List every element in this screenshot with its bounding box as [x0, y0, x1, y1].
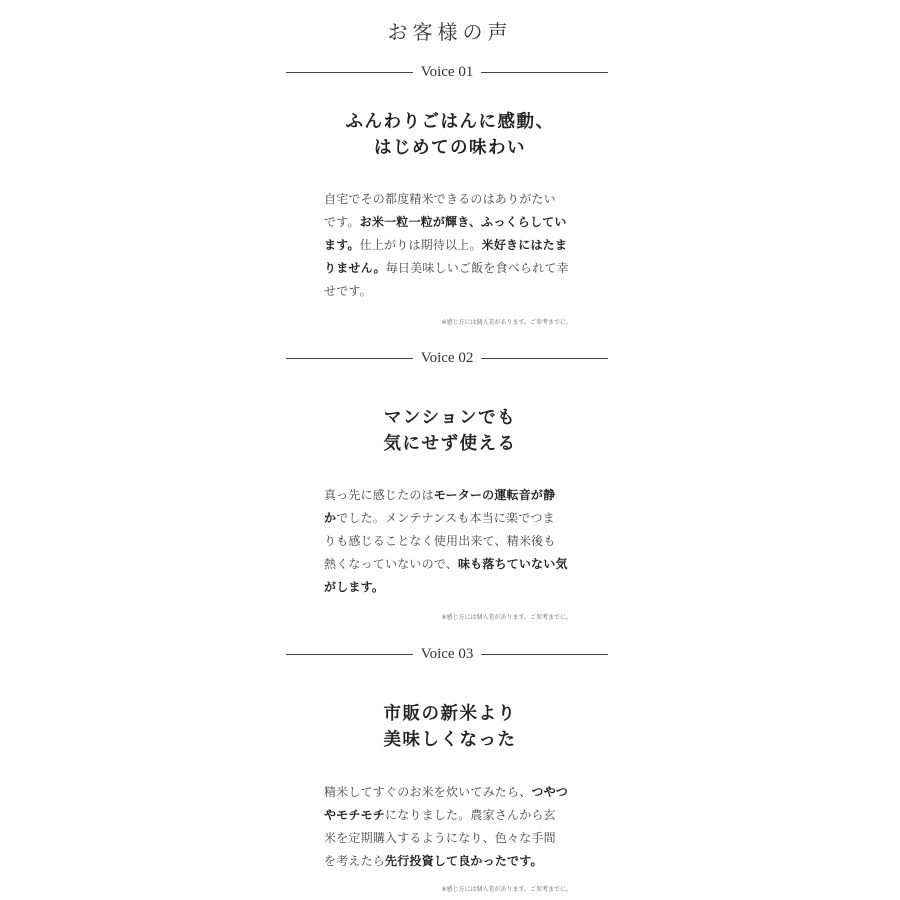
body-text-bold: やモチモチ — [324, 808, 386, 822]
divider-line — [481, 358, 608, 359]
body-line — [324, 530, 580, 553]
body-text: です。 — [324, 215, 360, 229]
body-line — [324, 484, 580, 507]
body-text: 自宅でその都度精米できるのはありがたい — [324, 192, 556, 206]
body-text: りも感じることなく使用出来て、精米後も — [324, 534, 556, 548]
body-text-bold: がします。 — [324, 580, 385, 594]
voice-02-body — [324, 484, 580, 599]
body-text-bold: 先行投資して良かったです。 — [385, 854, 543, 868]
body-text-bold: か — [324, 511, 337, 525]
divider-line — [286, 654, 413, 655]
voice-01-body — [324, 188, 580, 303]
divider-line — [481, 654, 608, 655]
body-line — [324, 576, 580, 599]
page-title: お客様の声 — [387, 20, 513, 44]
voice-01-separator — [286, 62, 608, 82]
body-text: でした。メンテナンスも本当に楽でつま — [336, 511, 555, 525]
voice-label: Voice 02 — [420, 349, 474, 366]
body-line — [324, 188, 580, 211]
body-line — [324, 280, 580, 303]
body-text-bold: モーターの運転音が静 — [433, 488, 556, 502]
divider-line — [286, 358, 413, 359]
body-line — [324, 211, 580, 234]
body-text: 精米してすぐのお米を炊いてみたら、 — [324, 785, 532, 799]
voice-label: Voice 01 — [420, 63, 474, 80]
voice-03-heading — [0, 701, 900, 753]
heading-line: マンションでも — [383, 408, 517, 428]
body-text: を考えたら — [324, 854, 386, 868]
divider-line — [286, 72, 413, 73]
voice-03-body — [324, 781, 580, 873]
body-text: 米を定期購入するようになり、色々な手間 — [324, 831, 556, 845]
heading-line: 美味しくなった — [383, 730, 517, 750]
body-line — [324, 781, 580, 804]
voice-03-note: ※感じ方には個人差があります。ご参考までに。 — [441, 886, 572, 893]
body-text-bold: ます。 — [324, 238, 360, 252]
body-line — [324, 234, 580, 257]
body-text-bold: 味も落ちていない気 — [457, 557, 568, 571]
body-text: になりました。農家さんから玄 — [385, 808, 556, 822]
body-text: 毎日美味しいご飯を食べられて幸 — [385, 261, 569, 275]
body-line — [324, 827, 580, 850]
voice-03-separator — [286, 644, 608, 664]
voice-02-note: ※感じ方には個人差があります。ご参考までに。 — [441, 614, 572, 621]
body-text-bold: つやつ — [531, 785, 569, 799]
body-line — [324, 804, 580, 827]
voice-01-note: ※感じ方には個人差があります。ご参考までに。 — [441, 319, 572, 326]
body-line — [324, 850, 580, 873]
body-line — [324, 507, 580, 530]
body-text-bold: 米好きにはたま — [481, 238, 568, 252]
body-text-bold: お米一粒一粒が輝き、ふっくらしてい — [359, 215, 567, 229]
body-text: せです。 — [324, 284, 372, 298]
voice-02-separator — [286, 348, 608, 368]
body-line — [324, 553, 580, 576]
body-text: 真っ先に感じたのは — [324, 488, 434, 502]
body-text-bold: りません。 — [324, 261, 386, 275]
heading-line: ふんわりごはんに感動、 — [345, 112, 555, 132]
divider-line — [481, 72, 608, 73]
body-text: 仕上がりは期待以上。 — [359, 238, 482, 252]
heading-line: 気にせず使える — [383, 434, 517, 454]
body-line — [324, 257, 580, 280]
heading-line: 市販の新米より — [383, 704, 517, 724]
body-text: 熱くなっていないので、 — [324, 557, 458, 571]
voice-label: Voice 03 — [420, 645, 474, 662]
voice-02-heading — [0, 405, 900, 457]
heading-line: はじめての味わい — [374, 138, 526, 158]
voice-01-heading — [0, 109, 900, 161]
